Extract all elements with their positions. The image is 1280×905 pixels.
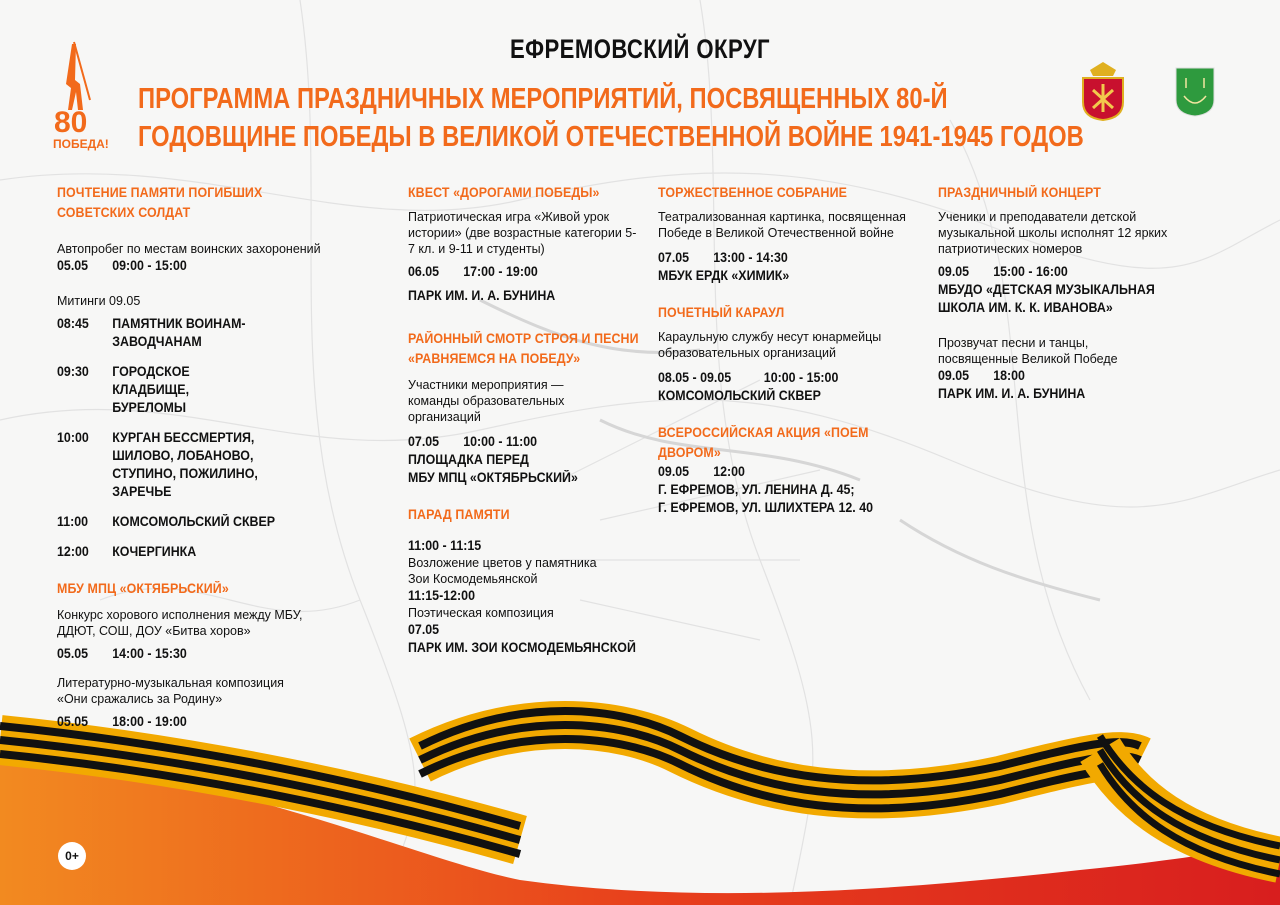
section-title-memory-1: ПОЧТЕНИЕ ПАМЯТИ ПОГИБШИХ [57,185,263,200]
section-title-action: ВСЕРОССИЙСКАЯ АКЦИЯ «ПОЕМ ДВОРОМ» [658,425,869,460]
subtitle-line-2: ГОДОВЩИНЕ ПОБЕДЫ В ВЕЛИКОЙ ОТЕЧЕСТВЕННОЙ ВОЙНЕ 1941-1945 ГОДОВ [138,121,1084,153]
section-title-quest: КВЕСТ «ДОРОГАМИ ПОБЕДЫ» [408,185,600,200]
event-datetime: 05.05 18:00 - 19:00 [57,714,187,729]
event-datetime: 07.05 13:00 - 14:30 [658,250,788,265]
event-datetime: 09.05 12:00 [658,464,745,479]
event-time: 11:00 - 11:15 [408,538,482,553]
event-description: Литературно-музыкальная композиция «Они сражались за Родину» [57,676,284,706]
rallies-heading: Митинги 09.05 [57,294,141,308]
event-datetime: 05.05 09:00 - 15:00 [57,258,187,273]
event-description: Участники мероприятия — команды образовательных организаций [408,378,565,424]
event-place: ПАРК ИМ. И. А. БУНИНА [938,386,1086,401]
event-datetime: 08.05 - 09.05 10:00 - 15:00 [658,370,839,385]
tula-coat-of-arms-icon [1078,60,1128,122]
event-description: Поэтическая композиция [408,606,554,620]
section-title-meeting: ТОРЖЕСТВЕННОЕ СОБРАНИЕ [658,185,848,200]
ribbon-right [1100,736,1280,874]
rally-row: 08:45 ПАМЯТНИК ВОИНАМ-ЗАВОДЧАНАМ [57,316,246,349]
event-datetime: 06.05 17:00 - 19:00 [408,264,538,279]
rally-row: 11:00 КОМСОМОЛЬСКИЙ СКВЕР [57,514,276,529]
page-subtitle [138,80,1084,156]
event-datetime: 09.05 18:00 [938,368,1025,383]
section-title-review-2: «РАВНЯЕМСЯ НА ПОБЕДУ» [408,351,581,366]
page-title: ЕФРЕМОВСКИЙ ОКРУГ [510,34,770,64]
column-4 [938,183,1228,403]
efremov-coat-of-arms-icon [1174,66,1216,118]
event-time: 11:15-12:00 [408,588,475,603]
logo-number: 80 [54,106,88,139]
column-3 [658,183,958,517]
event-place: ШКОЛА ИМ. К. К. ИВАНОВА» [938,300,1113,315]
section-title-review-1: РАЙОННЫЙ СМОТР СТРОЯ И ПЕСНИ [408,331,639,346]
event-place: Г. ЕФРЕМОВ, УЛ. ШЛИХТЕРА 12. 40 [658,500,874,515]
event-datetime: 07.05 10:00 - 11:00 [408,434,538,449]
section-title-oktyabrsky: МБУ МПЦ «ОКТЯБРЬСКИЙ» [57,581,229,596]
event-place: ПАРК ИМ. И. А. БУНИНА [408,288,556,303]
event-datetime: 09.05 15:00 - 16:00 [938,264,1068,279]
event-date: 07.05 [408,622,440,637]
rally-row: 12:00 КОЧЕРГИНКА [57,544,197,559]
event-description: Ученики и преподаватели детской музыкальной школы исполнят 12 ярких патриотических номеров [938,210,1168,256]
event-datetime: 05.05 14:00 - 15:30 [57,646,187,661]
event-place: ПАРК ИМ. ЗОИ КОСМОДЕМЬЯНСКОЙ [408,640,636,655]
rally-row: 09:30 ГОРОДСКОЕ КЛАДБИЩЕ, БУРЕЛОМЫ [57,364,190,415]
subtitle-line-1: ПРОГРАММА ПРАЗДНИЧНЫХ МЕРОПРИЯТИЙ, ПОСВЯЩЕННЫХ 80-Й [138,83,948,115]
victory-80-logo [50,40,120,155]
column-2 [408,183,698,657]
section-title-guard: ПОЧЕТНЫЙ КАРАУЛ [658,305,785,320]
ribbon-middle [420,711,1140,808]
section-title-parade: ПАРАД ПАМЯТИ [408,507,510,522]
event-place: МБУДО «ДЕТСКАЯ МУЗЫКАЛЬНАЯ [938,282,1155,297]
event-description: Театрализованная картинка, посвященная Победе в Великой Отечественной войне [658,210,906,240]
event-place: МБУ МПЦ «ОКТЯБРЬСКИЙ» [408,470,578,485]
section-title-concert: ПРАЗДНИЧНЫЙ КОНЦЕРТ [938,185,1101,200]
event-place: КОМСОМОЛЬСКИЙ СКВЕР [658,388,821,403]
column-1 [57,183,347,731]
event-description: Возложение цветов у памятника Зои Космодемьянской [408,556,597,586]
motherland-statue-icon [66,42,90,110]
event-place: МБУК ЕРДК «ХИМИК» [658,268,790,283]
event-description: Прозвучат песни и танцы, посвященные Великой Победе [938,336,1118,366]
event-description: Конкурс хорового исполнения между МБУ, ДДЮТ, СОШ, ДОУ «Битва хоров» [57,608,303,638]
logo-text: ПОБЕДА! [53,137,109,151]
event-description: Караульную службу несут юнармейцы образовательных организаций [658,330,882,360]
rally-row: 10:00 КУРГАН БЕССМЕРТИЯ, ШИЛОВО, ЛОБАНОВО, СТУПИНО, ПОЖИЛИНО, ЗАРЕЧЬЕ [57,430,258,499]
event-description: Патриотическая игра «Живой урок истории» (две возрастные категории 5-7 кл. и 9-11 и студенты) [408,210,637,256]
event-place: Г. ЕФРЕМОВ, УЛ. ЛЕНИНА Д. 45; [658,482,855,497]
event-description: Автопробег по местам воинских захоронений [57,242,321,256]
event-place: ПЛОЩАДКА ПЕРЕД [408,452,529,467]
section-title-memory-2: СОВЕТСКИХ СОЛДАТ [57,205,191,220]
age-rating-badge: 0+ [58,842,86,870]
